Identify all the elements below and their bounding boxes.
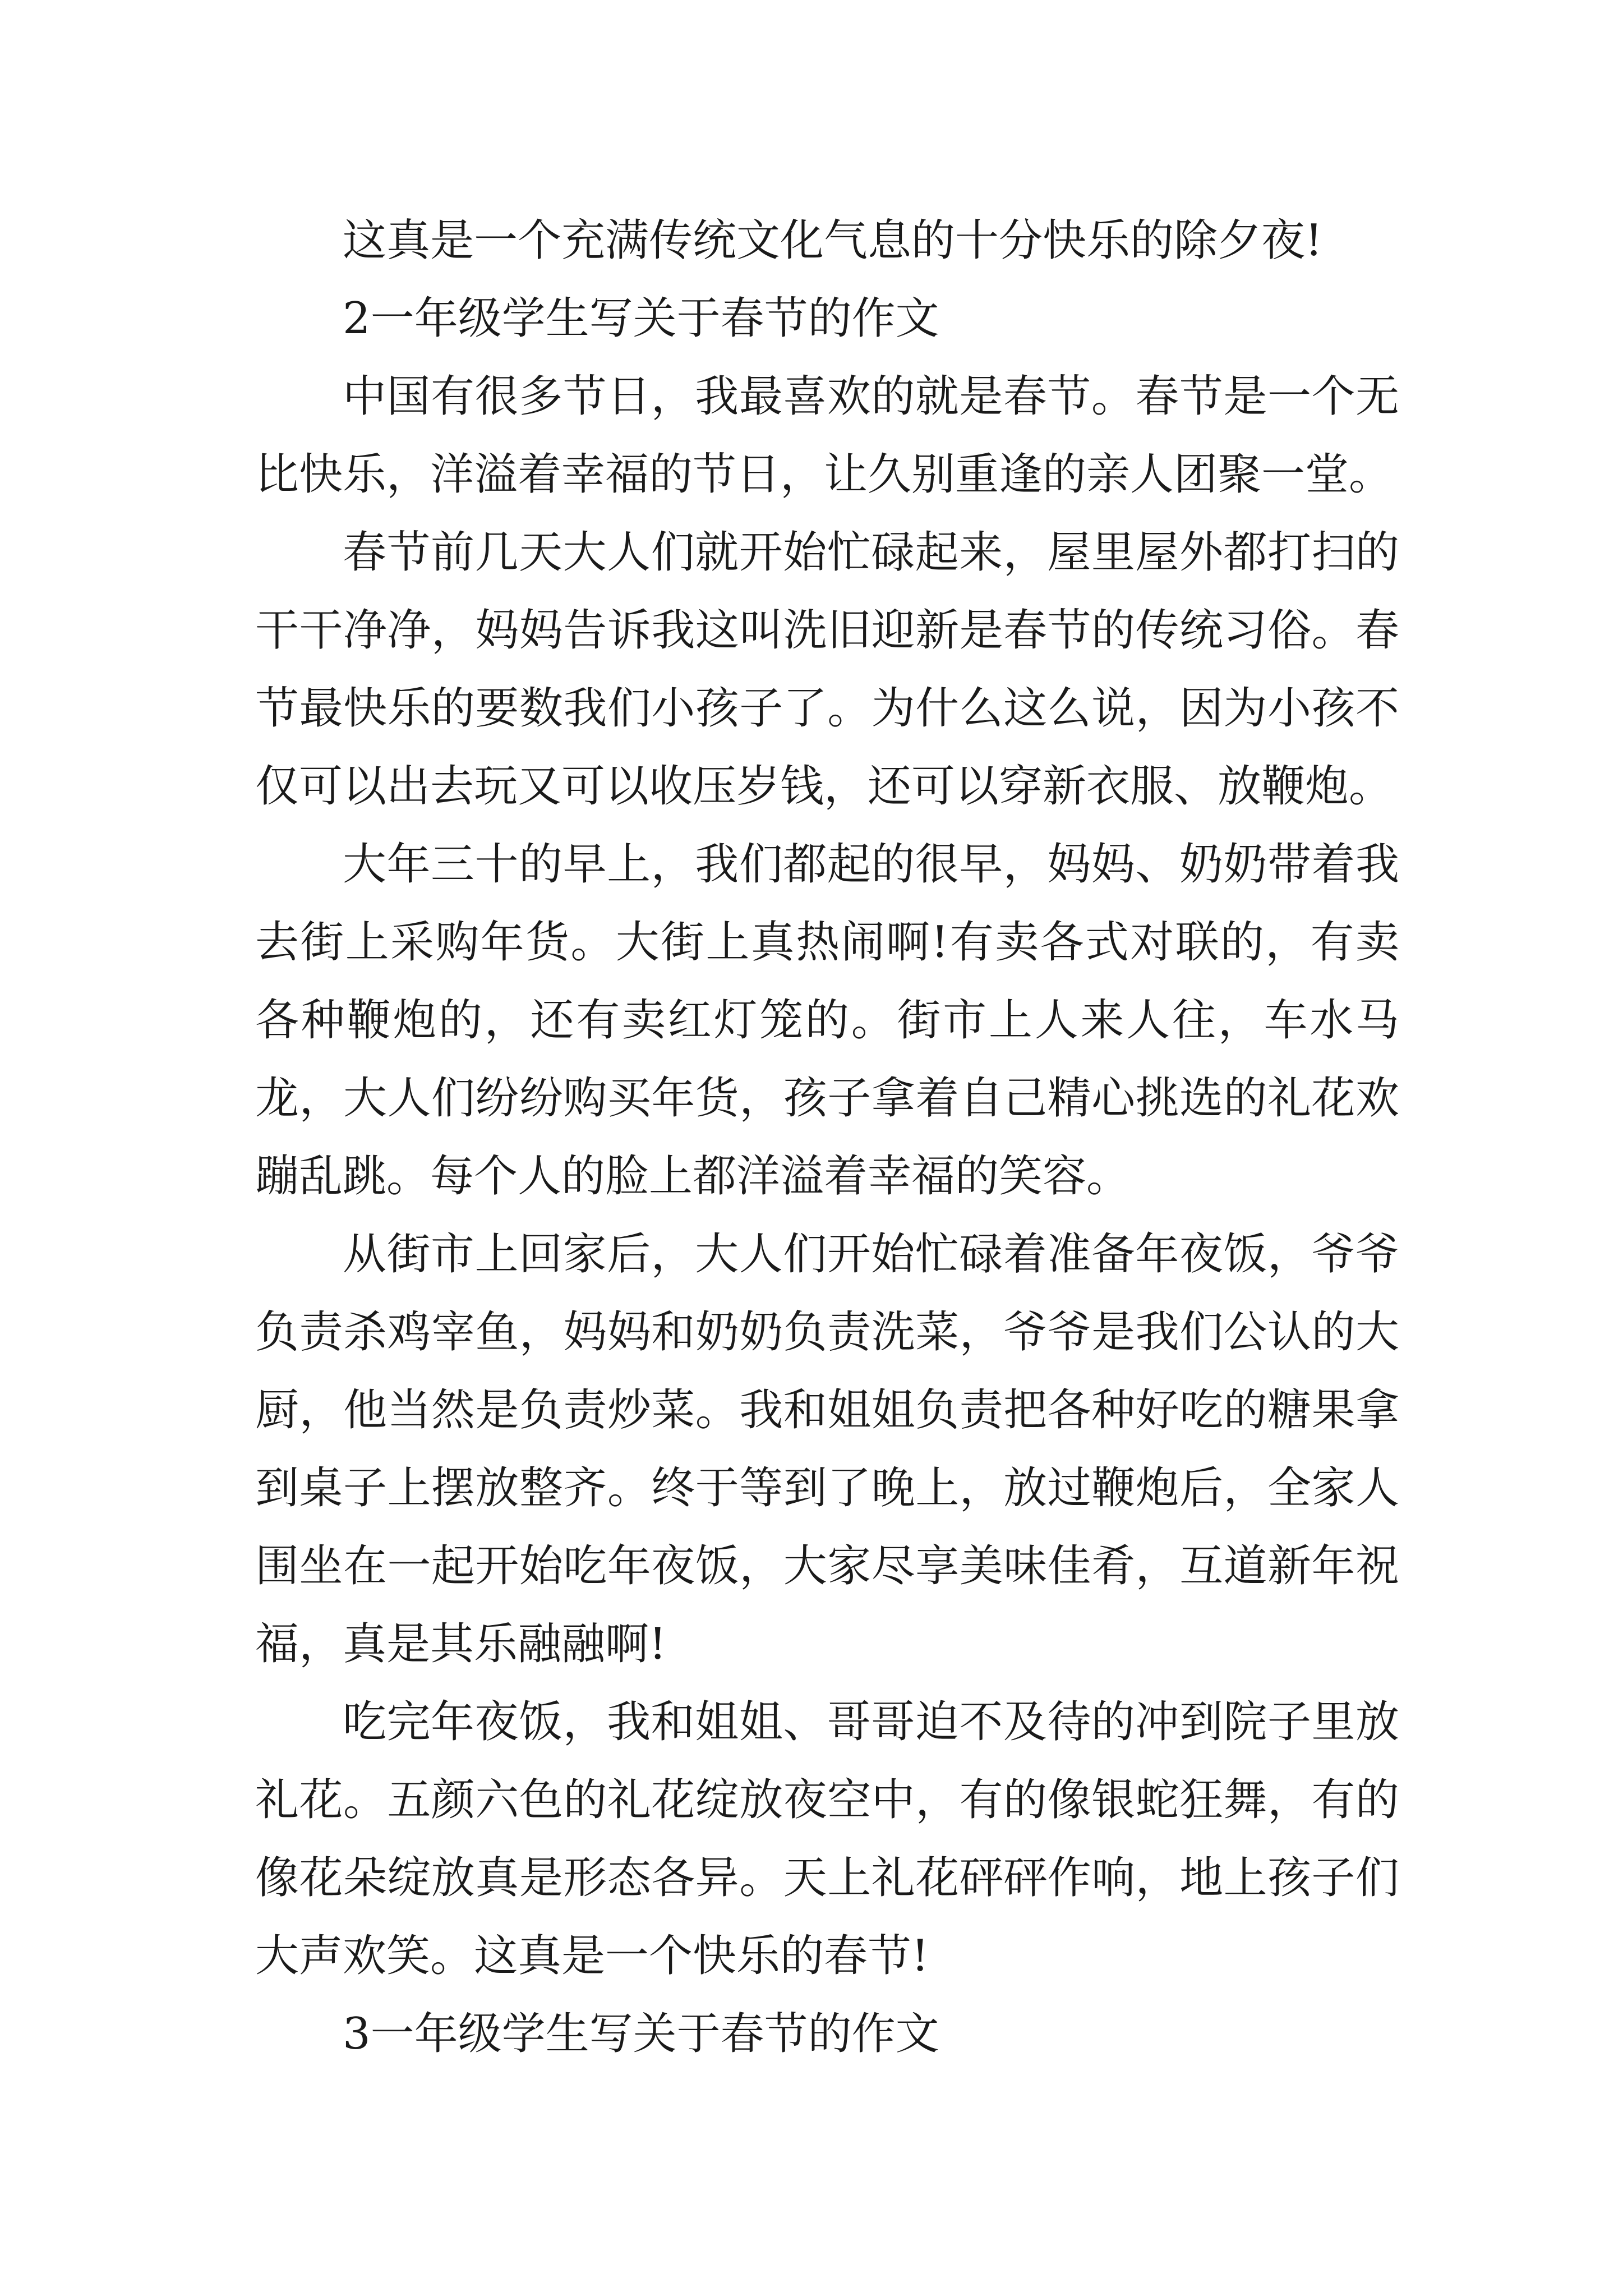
paragraph-preparation: 春节前几天大人们就开始忙碌起来，屋里屋外都打扫的干干净净，妈妈告诉我这叫洗旧迎新是春节的传统习俗。春节最快乐的要数我们小孩子了。为什么这么说，因为小孩不仅可以出去玩又可以收压岁钱，还可以穿新衣服、放鞭炮。	[255, 527, 1399, 812]
paragraph-shopping: 大年三十的早上，我们都起的很早，妈妈、奶奶带着我去街上采购年货。大街上真热闹啊!有卖各式对联的，有卖各种鞭炮的，还有卖红灯笼的。街市上人来人往，车水马龙，大人们纷纷购买年货，孩子拿着自己精心挑选的礼花欢蹦乱跳。每个人的脸上都洋溢着幸福的笑容。	[255, 839, 1399, 1202]
closing-sentence: 这真是一个充满传统文化气息的十分快乐的除夕夜!	[343, 215, 1323, 266]
paragraph-dinner: 从街市上回家后，大人们开始忙碌着准备年夜饭，爷爷负责杀鸡宰鱼，妈妈和奶奶负责洗菜，爷爷是我们公认的大厨，他当然是负责炒菜。我和姐姐负责把各种好吃的糖果拿到桌子上摆放整齐。终于等到了晚上，放过鞭炮后，全家人围坐在一起开始吃年夜饭，大家尽享美味佳肴，互道新年祝福，真是其乐融融啊!	[255, 1229, 1399, 1669]
document-body	[255, 202, 1399, 2073]
paragraph-fireworks: 吃完年夜饭，我和姐姐、哥哥迫不及待的冲到院子里放礼花。五颜六色的礼花绽放夜空中，有的像银蛇狂舞，有的像花朵绽放真是形态各异。天上礼花砰砰作响，地上孩子们大声欢笑。这真是一个快乐的春节!	[255, 1697, 1399, 1981]
essay-heading-3: 3一年级学生写关于春节的作文	[343, 2009, 939, 2059]
paragraph-intro: 中国有很多节日，我最喜欢的就是春节。春节是一个无比快乐，洋溢着幸福的节日，让久别重逢的亲人团聚一堂。	[255, 371, 1399, 500]
essay-heading-2: 2一年级学生写关于春节的作文	[343, 293, 939, 344]
